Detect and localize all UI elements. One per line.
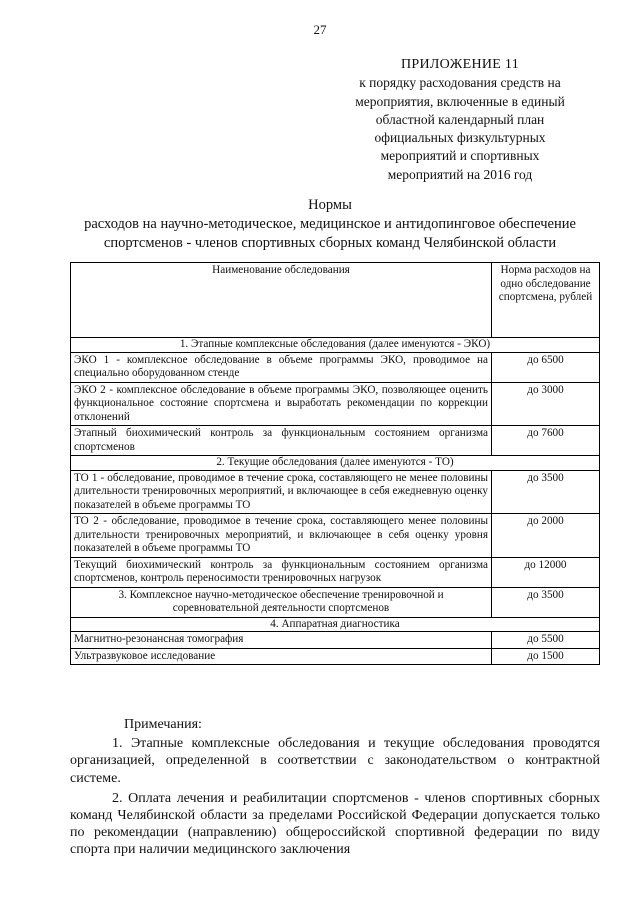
heading-line: расходов на научно-методическое, медицинское и антидопинговое обеспечение	[84, 216, 576, 232]
row-name: Текущий биохимический контроль за функциональным состоянием организма спортсменов, контроль переносимости тренировочных нагрузок	[71, 557, 492, 587]
section3-name	[71, 587, 492, 617]
document-heading	[40, 196, 620, 253]
section3-line: 3. Комплексное научно-методическое обеспечение тренировочной и	[118, 588, 444, 601]
section-row	[71, 617, 600, 632]
page-number: 27	[313, 22, 327, 37]
notes-title: Примечания:	[124, 717, 202, 732]
table-row	[71, 514, 600, 558]
table-row	[71, 426, 600, 456]
section-title: 1. Этапные комплексные обследования (далее именуются - ЭКО)	[71, 338, 600, 353]
table-header-row	[71, 263, 600, 338]
section-title: 2. Текущие обследования (далее именуются - ТО)	[71, 456, 600, 471]
table-row	[71, 352, 600, 382]
row-name: Магнитно-резонансная томография	[71, 632, 492, 649]
appendix-line: мероприятия, включенные в единый	[355, 93, 565, 109]
row-name: ЭКО 1 - комплексное обследование в объеме программы ЭКО, проводимое на специально оборудованном стенде	[71, 352, 492, 382]
row-value: до 6500	[492, 352, 600, 382]
table-row	[71, 557, 600, 587]
appendix-line: мероприятий на 2016 год	[387, 166, 533, 182]
row-value: до 12000	[492, 557, 600, 587]
row-name: ЭКО 2 - комплексное обследование в объеме программы ЭКО, позволяющее оценить функциональное состояние спортсмена и выработать рекомендации по коррекции отклонений	[71, 382, 492, 426]
table-row	[71, 587, 600, 617]
row-name: ТО 1 - обследование, проводимое в течение срока, составляющего не менее половины длительности тренировочных мероприятий, и включающее в себя ежедневную оценку показателей в объеме программы ТО	[71, 470, 492, 514]
note-item: 1. Этапные комплексные обследования и текущие обследования проводятся организацией, определенной в соответствии с законодательством о контрактной системе.	[70, 736, 600, 786]
appendix-line: к порядку расходования средств на	[359, 75, 561, 91]
appendix-line: официальных физкультурных	[374, 130, 546, 146]
row-value: до 5500	[492, 632, 600, 649]
appendix-title: ПРИЛОЖЕНИЕ 11	[400, 57, 519, 72]
row-value: до 1500	[492, 648, 600, 665]
table-row	[71, 470, 600, 514]
row-value: до 3000	[492, 382, 600, 426]
notes-block	[70, 716, 600, 862]
appendix-line: мероприятий и спортивных	[380, 148, 540, 164]
section3-line: соревновательной деятельности спортсменов	[172, 602, 390, 614]
row-name: ТО 2 - обследование, проводимое в течение срока, составляющего менее половины длительности тренировочных мероприятий, и включающее в себя оценку уровня показателей в объеме программы ТО	[71, 514, 492, 558]
row-value: до 3500	[492, 587, 600, 617]
row-value: до 2000	[492, 514, 600, 558]
table-row	[71, 648, 600, 665]
note-item: 2. Оплата лечения и реабилитации спортсменов - членов спортивных сборных команд Челябинской области за пределами Российской Федерации допускается только по рекомендации (направлению) общероссийской спортивной федерации по виду спорта при наличии медицинского заключения	[70, 790, 600, 858]
section-title: 4. Аппаратная диагностика	[71, 617, 600, 632]
header-name-cell: Наименование обследования	[71, 263, 492, 338]
appendix-block	[330, 56, 590, 184]
row-name: Этапный биохимический контроль за функциональным состоянием организма спортсменов	[71, 426, 492, 456]
heading-title: Нормы	[308, 197, 352, 213]
appendix-line: областной календарный план	[375, 111, 545, 127]
norms-table	[70, 262, 600, 665]
heading-line: спортсменов - членов спортивных сборных команд Челябинской области	[103, 235, 557, 251]
section-row	[71, 456, 600, 471]
row-value: до 7600	[492, 426, 600, 456]
table-row	[71, 382, 600, 426]
table-row	[71, 632, 600, 649]
header-value-cell: Норма расходов на одно обследование спортсмена, рублей	[492, 263, 600, 338]
row-name: Ультразвуковое исследование	[71, 648, 492, 665]
row-value: до 3500	[492, 470, 600, 514]
section-row	[71, 338, 600, 353]
